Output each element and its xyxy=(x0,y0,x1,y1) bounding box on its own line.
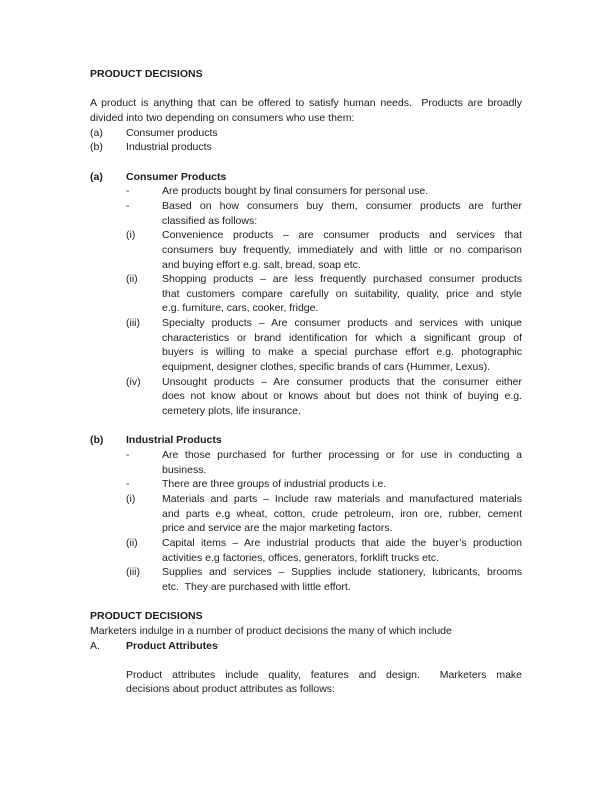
text-line: price and service are the major marketing factors. xyxy=(162,522,393,535)
list-item xyxy=(90,536,522,565)
list-label: (iii) xyxy=(126,566,140,579)
paragraph xyxy=(90,624,522,639)
list-item xyxy=(90,170,522,185)
document-content xyxy=(90,67,522,697)
list-label: (i) xyxy=(126,229,136,242)
list-label: A. xyxy=(90,639,100,652)
list-label: - xyxy=(126,478,130,491)
list-label: (ii) xyxy=(126,273,138,286)
list-label: - xyxy=(126,449,130,462)
text-line: Shopping products – are less frequently purchased consumer products xyxy=(162,273,522,286)
text-line: business. xyxy=(162,463,207,476)
text-line: divided into two depending on consumers who use them: xyxy=(90,111,355,124)
list-item xyxy=(90,375,522,419)
text-line: Supplies and services – Supplies include stationery, lubricants, brooms xyxy=(162,566,522,579)
list-label: (a) xyxy=(90,170,103,183)
text-line: Product attributes include quality, features and design. Marketers make xyxy=(126,668,522,681)
text-line: Are products bought by final consumers for personal use. xyxy=(162,185,429,198)
text-line: Are those purchased for further processing or for use in conducting a xyxy=(162,449,522,462)
section-heading: PRODUCT DECISIONS xyxy=(90,610,203,623)
section-heading: PRODUCT DECISIONS xyxy=(90,68,203,80)
text-line: equipment, designer clothes, specific brands of cars (Hummer, Lexus). xyxy=(162,361,490,374)
list-item xyxy=(90,492,522,536)
text-line: consumers buy frequently, immediately and with little or no comparison xyxy=(162,243,522,256)
list-item xyxy=(90,184,522,199)
list-item xyxy=(90,228,522,272)
text-line: Marketers indulge in a number of product decisions the many of which include xyxy=(90,624,452,637)
text-line: and parts e.g wheat, cotton, crude petroleum, iron ore, rubber, cement xyxy=(162,507,522,520)
text-line: classified as follows: xyxy=(162,214,258,227)
list-label: - xyxy=(126,185,130,198)
text-line: that customers compare carefully on suitability, quality, price and style xyxy=(162,287,522,300)
list-item xyxy=(90,448,522,477)
text-line: There are three groups of industrial products i.e. xyxy=(162,478,387,491)
list-item xyxy=(90,639,522,654)
paragraph xyxy=(90,96,522,125)
text-line: does not know about or knows about but does not think of buying e.g. xyxy=(162,390,522,403)
list-item xyxy=(90,477,522,492)
text-line: Industrial products xyxy=(126,141,212,154)
text-line: cemetery plots, life insurance. xyxy=(162,405,301,418)
text-line: buyers is willing to make a special purchase effort e.g. photographic xyxy=(162,346,522,359)
text-line: e.g. furniture, cars, cooker, fridge. xyxy=(162,302,319,315)
list-item xyxy=(90,140,522,155)
list-label: (ii) xyxy=(126,536,138,549)
text-line: and buying effort e.g. salt, bread, soap etc. xyxy=(162,258,361,271)
list-item xyxy=(90,126,522,141)
text-line: characteristics or brand identification for which a significant group of xyxy=(162,331,522,344)
text-line: decisions about product attributes as follows: xyxy=(126,683,335,696)
text-line: etc. They are purchased with little effort. xyxy=(162,580,351,593)
list-item xyxy=(90,565,522,594)
text-line: Materials and parts – Include raw materials and manufactured materials xyxy=(162,492,522,505)
text-line: Based on how consumers buy them, consumer products are further xyxy=(162,199,522,212)
text-line: Convenience products – are consumer products and services that xyxy=(162,229,522,242)
list-label: (iv) xyxy=(126,375,141,388)
text-line: Industrial Products xyxy=(126,434,222,447)
list-label: - xyxy=(126,199,130,212)
list-item xyxy=(90,199,522,228)
list-label: (a) xyxy=(90,126,103,139)
list-label: (i) xyxy=(126,492,136,505)
text-line: Consumer Products xyxy=(126,170,227,183)
list-item xyxy=(90,433,522,448)
paragraph xyxy=(90,668,522,697)
text-line: activities e.g factories, offices, generators, forklift trucks etc. xyxy=(162,551,439,564)
text-line: Capital items – Are industrial products that aide the buyer’s production xyxy=(162,536,522,549)
text-line: Consumer products xyxy=(126,126,218,139)
list-label: (iii) xyxy=(126,317,140,330)
list-label: (b) xyxy=(90,434,104,447)
text-line: Unsought products – Are consumer products that the consumer either xyxy=(162,375,522,388)
text-line: Specialty products – Are consumer products and services with unique xyxy=(162,317,522,330)
text-line: Product Attributes xyxy=(126,639,218,652)
text-line: A product is anything that can be offered to satisfy human needs. Products are broadly xyxy=(90,97,522,110)
list-item xyxy=(90,272,522,316)
list-item xyxy=(90,316,522,375)
list-label: (b) xyxy=(90,141,103,154)
